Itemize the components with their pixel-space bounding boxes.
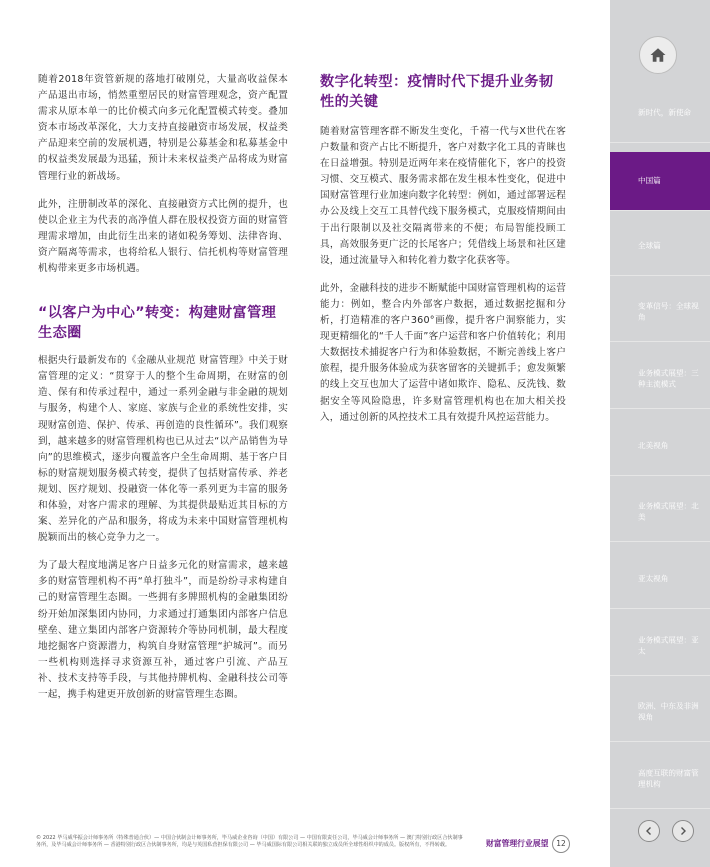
sidebar-item-china[interactable] xyxy=(610,152,710,211)
body-paragraph: 根据央行最新发布的《金融从业规范 财富管理》中关于财富管理的定义：“贯穿于人的整个生命周期，在财富的创造、保有和传承过程中，通过一系列金融与非金融的规划与服务，构建个人、家庭、家族与企业的系统性安排，实现财富创造、保护、传承、再创造的良性循环”。我们观察到，越来越多的财富管理机构也已从过去“以产品销售为导向”的思维模式，逐步向覆盖客户全生命周期、基于客户目标的财富规划服务模式转变，提供了包括财富传承、养老规划、医疗规划、投融资一体化等一系列更为丰富的服务和体验，对客户需求的理解、为其提供最贴近其目标的方案、差异化的产品和服务，将成为未来中国财富管理机构脱颖而出的核心竞争力之一。 xyxy=(38,355,289,544)
sidebar-item-label: 欧洲、中东及非洲视角 xyxy=(638,701,699,721)
sidebar-item-label: 亚太视角 xyxy=(638,573,669,583)
sidebar-item-label: 业务模式展望：北美 xyxy=(638,501,699,521)
footer-copyright: © 2022 毕马威华振会计师事务所（特殊普通合伙）— 中国合伙制会计师事务所，毕马威企业咨询（中国）有限公司 — 中国有限责任公司，毕马威会计师事务所 — 澳门特别行政区合伙制事务所，及毕马威会计师事务所 — 香港特别行政区合伙制事务所，均是与英国私营担保有限公司 — 毕马威国际有限公司相关联的独立成员所全球性组织中的成员。版权所有，不得转载。 xyxy=(36,835,463,848)
page-number: 12 xyxy=(552,835,570,853)
sidebar-item-north-america[interactable] xyxy=(610,417,710,476)
section-heading: 数字化转型：疫情时代下提升业务韧性的关键 xyxy=(320,74,554,110)
sidebar-item-model-asia-pacific[interactable] xyxy=(610,617,710,676)
sidebar-item-label: 变革信号：全球视角 xyxy=(638,301,699,321)
sidebar-item-label: 全球篇 xyxy=(638,240,661,250)
chevron-left-icon xyxy=(644,826,654,836)
sidebar-item-emea[interactable] xyxy=(610,683,710,742)
sidebar-item-model-north-america[interactable] xyxy=(610,483,710,542)
sidebar-item-label: 新时代，新使命 xyxy=(638,107,692,117)
sidebar-item-three-models[interactable] xyxy=(610,350,710,409)
sidebar-item-label: 中国篇 xyxy=(638,175,661,185)
left-column xyxy=(38,72,288,715)
chevron-right-icon xyxy=(678,826,688,836)
next-page-button[interactable] xyxy=(672,820,694,842)
sidebar-item-label: 高度互联的财富管理机构 xyxy=(638,768,699,788)
sidebar-item-connected-institutions[interactable] xyxy=(610,750,710,809)
body-paragraph: 此外，注册制改革的深化、直接融资方式比例的提升，也使以企业主为代表的高净值人群在股权投资方面的财富管理需求增加，由此衍生出来的诸如税务筹划、法律咨询、资产隔离等需求，也将给私人银行、信托机构等财富管理机构带来更多市场机遇。 xyxy=(38,198,288,275)
body-paragraph: 此外，金融科技的进步不断赋能中国财富管理机构的运营能力：例如，整合内外部客户数据，通过数据挖掘和分析，打造精准的客户360°画像，提升客户洞察能力，实现更精细化的“千人千面”客户运营和客户价值转化；利用大数据技术捕捉客户行为和体验数据，不断完善线上客户旅程，提升服务体验成为获客留客的关键抓手；愈发频繁的线上交互也加大了运营中诸如欺诈、隐私、反洗钱、数据安全等风险隐患，许多财富管理机构也在加大相关投入，通过创新的风控技术工具有效提升风控运营能力。 xyxy=(320,282,566,423)
right-column xyxy=(320,72,566,438)
sidebar-item-label: 北美视角 xyxy=(638,440,669,450)
previous-page-button[interactable] xyxy=(638,820,660,842)
home-button[interactable] xyxy=(639,36,677,74)
sidebar-item-global-signals[interactable] xyxy=(610,283,710,342)
sidebar-item-new-era[interactable] xyxy=(610,84,710,143)
body-paragraph: 随着2018年资管新规的落地打破刚兑，大量高收益保本产品退出市场，悄然重塑居民的财富管理观念，资产配置需求从原本单一的比价模式向多元化配置模式转变。叠加资本市场改革深化，大力支持直接融资市场发展，权益类产品迎来空前的发展机遇，特别是公募基金和私募基金中的权益类发展最为迅猛，预计未来权益类产品将成为财富管理行业的新战场。 xyxy=(38,74,288,182)
home-icon xyxy=(649,46,667,64)
sidebar-item-label: 业务模式展望：三种主流模式 xyxy=(638,368,699,388)
side-navigation xyxy=(610,0,710,867)
body-paragraph: 为了最大程度地满足客户日益多元化的财富需求，越来越多的财富管理机构不再“单打独斗”，而是纷纷寻求构建自己的财富管理生态圈。一些拥有多牌照机构的金融集团纷纷开始加深集团内协同，力求通过打通集团内部客户信息壁垒、建立集团内部客户资源转介等协同机制，最大程度地挖掘客户资源潜力，构筑自身财富管理“护城河”。而另一些机构则选择寻求资源互补，通过客户引流、产品互补、技术支持等手段，与其他持牌机构、金融科技公司等一起，携手构建更开放创新的财富管理生态圈。 xyxy=(38,560,288,700)
sidebar-item-global[interactable] xyxy=(610,217,710,276)
body-paragraph: 随着财富管理客群不断发生变化，千禧一代与X世代在客户数量和资产占比不断提升，客户对数字化工具的青睐也在日益增强。特别是近两年来在疫情催化下，客户的投资习惯、交互模式、服务需求都在发生根本性变化，促进中国财富管理行业加速向数字化转型：例如，通过部署远程办公及线上交互工具替代线下服务模式，克服疫情期间由于出行限制以及社交隔离带来的不便；布局智能投顾工具，高效服务更广泛的长尾客户；凭借线上场景和社区建设，通过流量导入和转化着力数字化获客等。 xyxy=(320,126,566,266)
section-heading: “以客户为中心”转变：构建财富管理生态圈 xyxy=(38,305,277,342)
sidebar-item-asia-pacific[interactable] xyxy=(610,550,710,609)
footer-publication-title: 财富管理行业展望 xyxy=(486,839,549,848)
sidebar-item-label: 业务模式展望：亚太 xyxy=(638,635,699,655)
